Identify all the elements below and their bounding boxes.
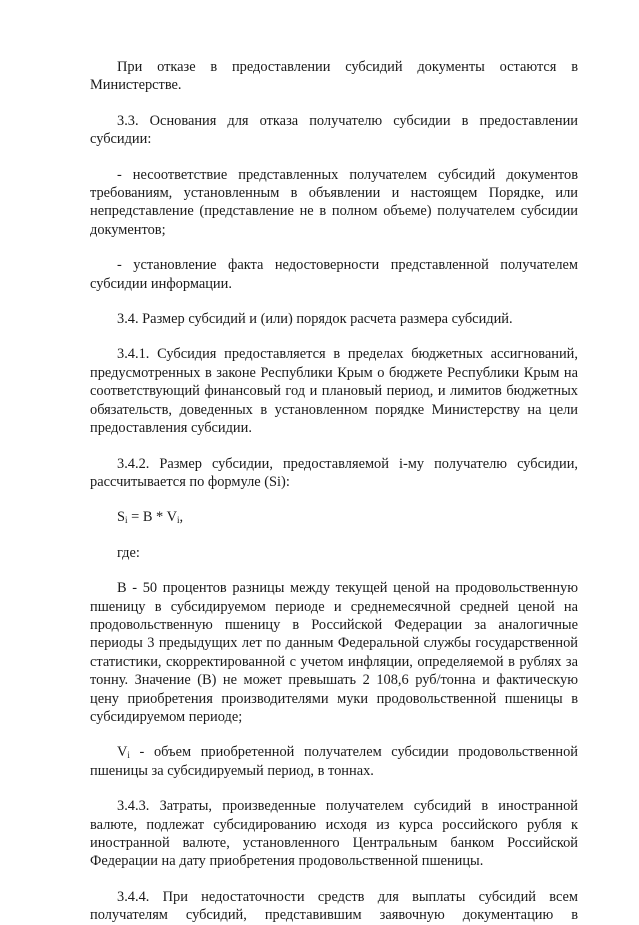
formula-si: [90, 508, 578, 526]
paragraph-noncompliance: - несоответствие представленных получателем субсидий документов требованиям, установленным в объявлении и настоящем Порядке, или непредставление (представление не в полном объеме) получателем субсидии документов;: [90, 166, 578, 238]
paragraph-refusal-documents: При отказе в предоставлении субсидий документы остаются в Министерстве.: [90, 59, 578, 94]
formula-s: S: [117, 509, 126, 526]
formula-rhs: = B * V: [127, 509, 177, 526]
paragraph-3-4-3: 3.4.3. Затраты, произведенные получателем субсидий в иностранной валюте, подлежат субсидированию исходя из курса российского рубля к иностранной валюте, установленного Центральным банком Российской Федерации на дату приобретения продовольственной пшеницы.: [90, 798, 578, 870]
paragraph-3-4-4: 3.4.4. При недостаточности средств для выплаты субсидий всем получателям субсидий, представившим заявочную документацию в: [90, 888, 578, 924]
paragraph-3-3: 3.3. Основания для отказа получателю субсидии в предоставлении субсидии:: [90, 112, 578, 148]
vi-text: - объем приобретенной получателем субсидии продовольственной пшеницы за субсидируемый период, в тоннах.: [90, 744, 578, 779]
paragraph-3-4-2: 3.4.2. Размер субсидии, предоставляемой i-му получателю субсидии, рассчитывается по формуле (Si):: [90, 455, 578, 490]
formula-v-index: i: [176, 515, 180, 526]
paragraph-3-4: 3.4. Размер субсидий и (или) порядок расчета размера субсидий.: [117, 311, 513, 328]
paragraph-b-definition: В - 50 процентов разницы между текущей ценой на продовольственную пшеницу в субсидируемом периоде и среднемесячной средней ценой на продовольственную пшеницу в Российской Федерации за аналогичные периоды 3 предыдущих лет по данным Федеральной службы государственной статистики, скорректированной с учетом инфляции, определяемой в рублях за тонну. Значение (В) не может превышать 2 108,6 руб/тонна и фактическую цену приобретения производителями муки продовольственной пшеницы в субсидируемом периоде;: [90, 580, 578, 725]
document-page: [90, 58, 578, 925]
paragraph-vi-definition: [90, 743, 578, 780]
paragraph-3-4-1: 3.4.1. Субсидия предоставляется в пределах бюджетных ассигнований, предусмотренных в законе Республики Крым о бюджете Республики Крым на соответствующий финансовый год и плановый период, и лимитов бюджетных обязательств, доведенных в установленном порядке Министерству на цели предоставления субсидии.: [90, 346, 578, 437]
formula-s-index: i: [125, 515, 128, 526]
paragraph-where: где:: [117, 544, 140, 561]
vi-index: i: [127, 750, 130, 761]
paragraph-unreliable-info: - установление факта недостоверности представленной получателем субсидии информации.: [90, 257, 578, 292]
vi-symbol: V: [117, 744, 128, 761]
formula-end: ,: [179, 509, 184, 526]
